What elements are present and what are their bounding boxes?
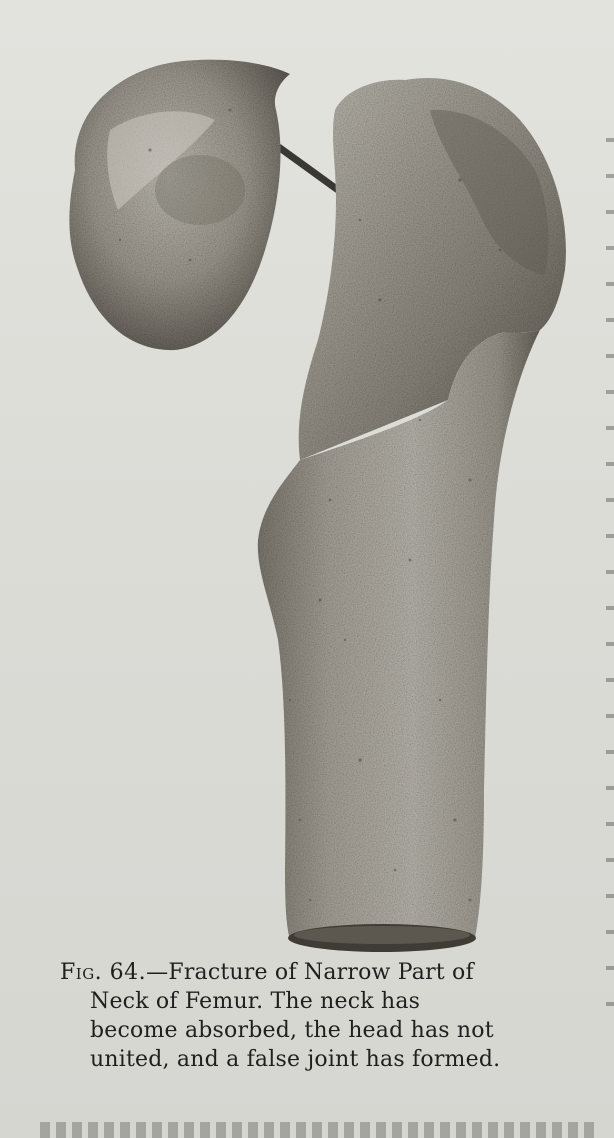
caption-line-2: Neck of Femur. The neck has <box>90 989 421 1014</box>
facing-page-bleed-right <box>606 120 614 1020</box>
caption-line-1 <box>60 958 592 987</box>
shaft-cut-surface <box>294 926 470 944</box>
caption-line-3: become absorbed, the head has not <box>90 1018 494 1043</box>
figure-caption <box>60 958 592 1074</box>
caption-text-1: —Fracture of Narrow Part of <box>146 960 474 985</box>
femur-trochanter <box>299 78 566 460</box>
head-shadow-patch <box>155 155 245 225</box>
caption-line-4: united, and a false joint has formed. <box>90 1047 501 1072</box>
next-line-bleed-bottom <box>40 1122 600 1138</box>
figure-label: Fig. 64. <box>60 960 147 985</box>
